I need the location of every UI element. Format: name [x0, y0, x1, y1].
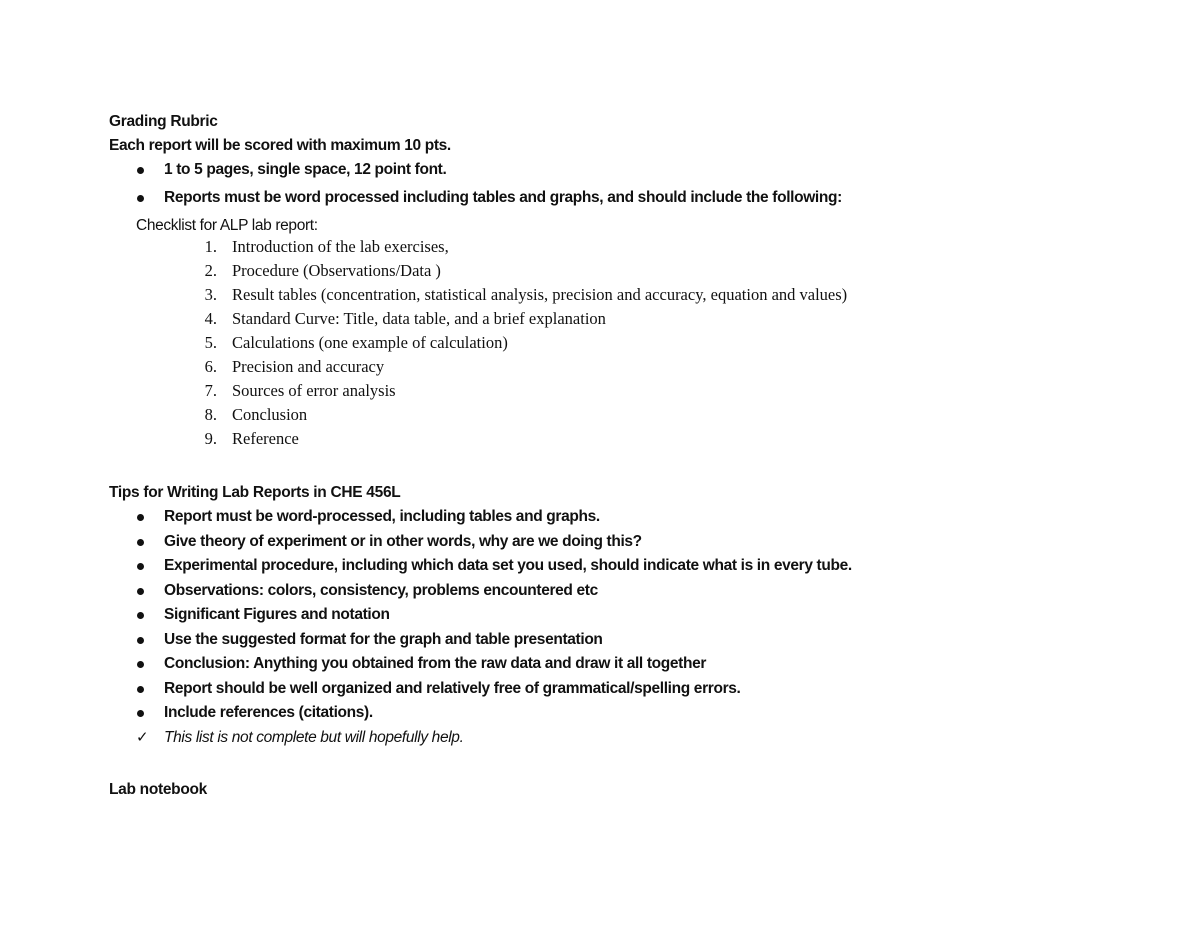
rubric-intro: Each report will be scored with maximum 10 pts.: [109, 137, 451, 154]
check-mark-icon: ✓: [136, 728, 149, 746]
tips-bullet: Report must be word-processed, including tables and graphs.: [164, 508, 600, 525]
checklist-number: 3.: [204, 285, 217, 304]
bullet-marker: [137, 563, 144, 570]
tips-bullet: Report should be well organized and relatively free of grammatical/spelling errors.: [164, 680, 741, 697]
checklist-number: 2.: [204, 261, 217, 280]
checklist-item: Conclusion: [232, 405, 308, 424]
checklist-item: Precision and accuracy: [232, 357, 385, 376]
rubric-title: Grading Rubric: [109, 113, 218, 130]
bullet-marker: [137, 686, 144, 693]
bullet-marker: [137, 195, 144, 202]
checklist-number: 9.: [204, 429, 217, 448]
checklist-number: 4.: [204, 309, 217, 328]
tips-check-note: This list is not complete but will hopefully help.: [164, 729, 464, 746]
tips-bullet: Observations: colors, consistency, problems encountered etc: [164, 582, 598, 599]
checklist-item: Reference: [232, 429, 299, 448]
checklist-number: 5.: [204, 333, 217, 352]
checklist-item: Procedure (Observations/Data ): [232, 261, 441, 280]
tips-bullet: Conclusion: Anything you obtained from the raw data and draw it all together: [164, 655, 707, 672]
tips-bullet: Experimental procedure, including which data set you used, should indicate what is in every tube.: [164, 557, 852, 574]
tips-bullet: Use the suggested format for the graph and table presentation: [164, 631, 603, 648]
checklist-item: Introduction of the lab exercises,: [232, 237, 449, 256]
tips-title: Tips for Writing Lab Reports in CHE 456L: [109, 484, 401, 501]
bullet-marker: [137, 588, 144, 595]
bullet-marker: [137, 167, 144, 174]
checklist-number: 7.: [204, 381, 217, 400]
rubric-bullet: 1 to 5 pages, single space, 12 point font.: [164, 161, 447, 178]
bullet-marker: [137, 612, 144, 619]
checklist-number: 1.: [204, 237, 217, 256]
notebook-title: Lab notebook: [109, 781, 208, 798]
bullet-marker: [137, 539, 144, 546]
rubric-bullet: Reports must be word processed including tables and graphs, and should include the following:: [164, 189, 842, 206]
checklist-item: Calculations (one example of calculation): [232, 333, 508, 352]
checklist-number: 6.: [204, 357, 217, 376]
checklist-item: Standard Curve: Title, data table, and a brief explanation: [232, 309, 606, 328]
checklist-item: Sources of error analysis: [232, 381, 396, 400]
checklist-item: Result tables (concentration, statistical analysis, precision and accuracy, equation and values): [232, 285, 848, 304]
checklist-title: Checklist for ALP lab report:: [136, 217, 318, 234]
bullet-marker: [137, 637, 144, 644]
bullet-marker: [137, 710, 144, 717]
bullet-marker: [137, 514, 144, 521]
tips-bullet: Include references (citations).: [164, 704, 373, 721]
checklist-number: 8.: [204, 405, 217, 424]
tips-bullet: Give theory of experiment or in other words, why are we doing this?: [164, 533, 642, 550]
tips-bullet: Significant Figures and notation: [164, 606, 390, 623]
bullet-marker: [137, 661, 144, 668]
